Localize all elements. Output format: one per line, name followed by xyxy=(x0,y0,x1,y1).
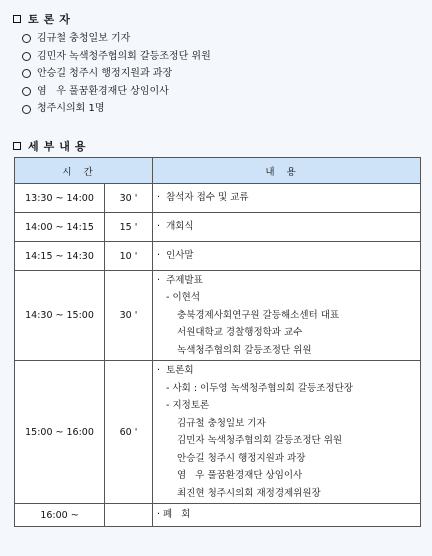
content-line: · 폐 회 xyxy=(157,509,191,521)
circle-bullet-icon xyxy=(22,105,31,114)
content-line: · 인사말 xyxy=(157,250,194,262)
duration-cell: 15 ' xyxy=(105,213,153,242)
content-cell xyxy=(153,184,421,213)
detail-section-title: 세부내용 xyxy=(28,140,91,153)
table-header-row xyxy=(15,158,421,184)
time-cell: 14:30 ~ 15:00 xyxy=(15,271,105,361)
content-line: 녹색청주협의회 갈등조정단 위원 xyxy=(177,344,312,356)
table-row xyxy=(15,361,421,504)
time-cell: 14:00 ~ 14:15 xyxy=(15,213,105,242)
list-item: 청주시의회 1명 xyxy=(22,100,211,118)
content-line: · 개회식 xyxy=(157,221,194,233)
time-cell: 16:00 ~ xyxy=(15,504,105,527)
schedule-table xyxy=(14,157,421,527)
square-bullet-icon xyxy=(13,142,21,150)
panel-section-heading xyxy=(13,11,75,27)
time-cell: 14:15 ~ 14:30 xyxy=(15,242,105,271)
list-item: 안승길 청주시 행정지원과 과장 xyxy=(22,65,211,83)
table-row xyxy=(15,184,421,213)
content-line: 서원대학교 경찰행정학과 교수 xyxy=(177,327,303,339)
content-cell xyxy=(153,361,421,504)
duration-cell: 30 ' xyxy=(105,184,153,213)
content-line: · 참석자 접수 및 교류 xyxy=(157,192,249,204)
content-line: · 토론회 xyxy=(157,365,194,376)
table-row xyxy=(15,242,421,271)
circle-bullet-icon xyxy=(22,52,31,61)
circle-bullet-icon xyxy=(22,87,31,96)
panel-section-title: 토론자 xyxy=(28,13,75,26)
panel-list xyxy=(22,30,211,118)
content-line: 충북경제사회연구원 갈등해소센터 대표 xyxy=(177,309,340,321)
content-cell xyxy=(153,504,421,527)
content-line: 안승길 청주시 행정지원과 과장 xyxy=(177,452,306,464)
table-row xyxy=(15,271,421,361)
content-column-header: 내용 xyxy=(153,158,421,184)
content-line: 김민자 녹색청주협의회 갈등조정단 위원 xyxy=(177,435,343,446)
content-cell xyxy=(153,213,421,242)
table-row xyxy=(15,213,421,242)
content-line: 최진현 청주시의회 재정경제위원장 xyxy=(177,487,321,499)
duration-cell xyxy=(105,504,153,527)
circle-bullet-icon xyxy=(22,69,31,78)
content-line: · 주제발표 xyxy=(157,274,203,286)
time-cell: 15:00 ~ 16:00 xyxy=(15,361,105,504)
content-line: - 지정토론 xyxy=(166,400,210,411)
content-line: 염 우 풀꿈환경재단 상임이사 xyxy=(177,470,303,481)
list-item: 염 우 풀꿈환경재단 상임이사 xyxy=(22,83,211,101)
duration-cell: 60 ' xyxy=(105,361,153,504)
content-line: 김규철 충청일보 기자 xyxy=(177,417,266,429)
time-cell: 13:30 ~ 14:00 xyxy=(15,184,105,213)
content-line: - 이현석 xyxy=(166,292,200,304)
list-item: 김규철 충청일보 기자 xyxy=(22,30,211,48)
list-item: 김민자 녹색청주협의회 갈등조정단 위원 xyxy=(22,48,211,66)
square-bullet-icon xyxy=(13,15,21,23)
duration-cell: 10 ' xyxy=(105,242,153,271)
duration-cell: 30 ' xyxy=(105,271,153,361)
content-cell xyxy=(153,242,421,271)
table-row xyxy=(15,504,421,527)
circle-bullet-icon xyxy=(22,34,31,43)
detail-section-heading xyxy=(13,138,91,154)
time-column-header: 시간 xyxy=(15,158,153,184)
content-cell xyxy=(153,271,421,361)
content-line: - 사회 : 이두영 녹색청주협의회 갈등조정단장 xyxy=(166,382,353,394)
